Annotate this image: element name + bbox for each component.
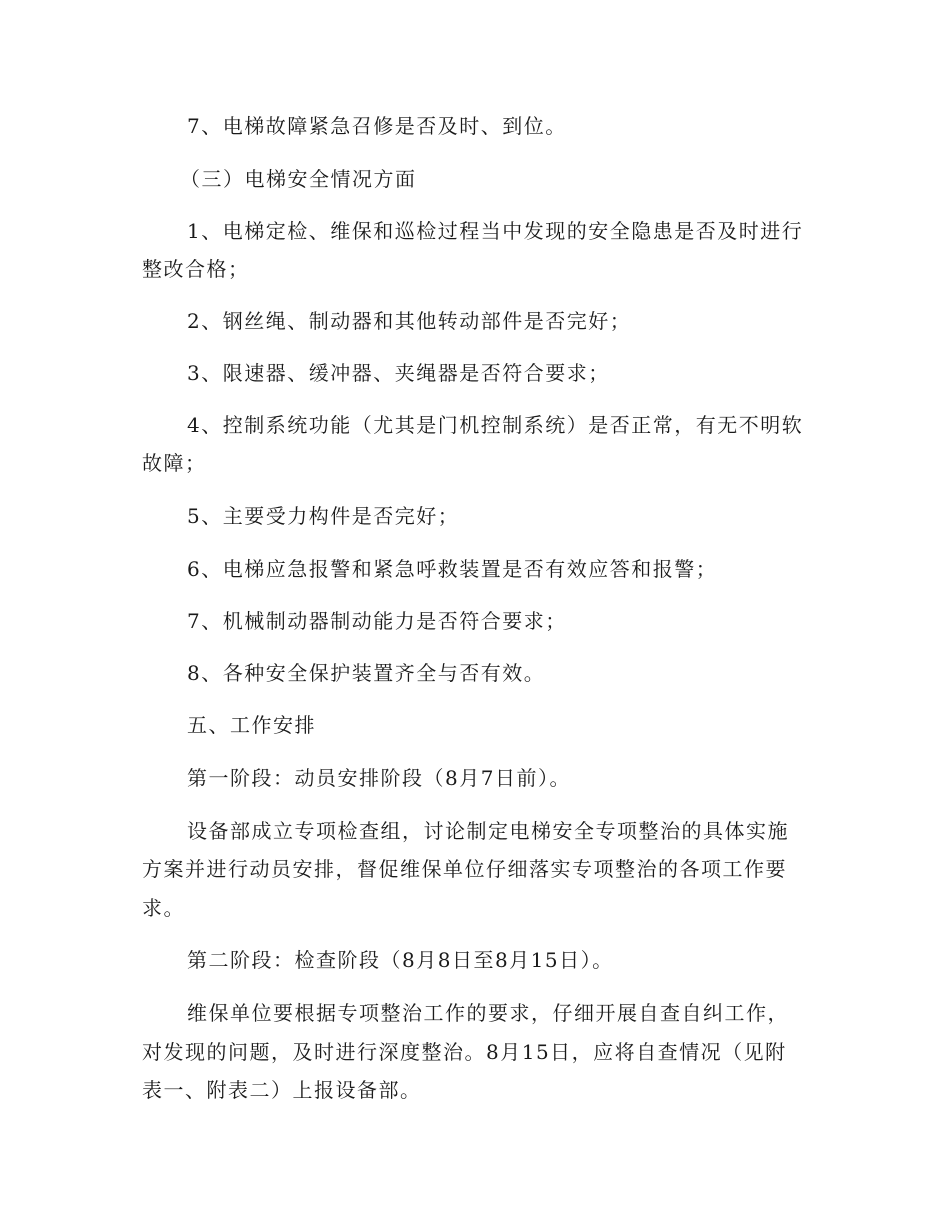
text-line-item5: 5、主要受力构件是否完好； [187,504,460,528]
text-line-phase2-body-2: 对发现的问题，及时进行深度整治。8月15日，应将自查情况（见附 [142,1040,787,1064]
section-heading-work-plan: 五、工作安排 [187,713,316,737]
text-line-item7-repair: 7、电梯故障紧急召修是否及时、到位。 [187,114,567,138]
text-line-item3: 3、限速器、缓冲器、夹绳器是否符合要求； [187,361,610,385]
text-line-item7-brake: 7、机械制动器制动能力是否符合要求； [187,609,567,633]
text-line-phase2-body-1: 维保单位要根据专项整治工作的要求，仔细开展自查自纠工作， [187,1001,789,1025]
text-line-item8: 8、各种安全保护装置齐全与否有效。 [187,661,546,685]
text-line-phase1-body-1: 设备部成立专项检查组，讨论制定电梯安全专项整治的具体实施 [187,819,789,843]
text-line-phase2-body-3: 表一、附表二）上报设备部。 [142,1078,422,1102]
text-line-phase1-body-3: 求。 [142,896,185,920]
text-line-item1-start: 1、电梯定检、维保和巡检过程当中发现的安全隐患是否及时进行 [187,219,804,243]
text-line-item2: 2、钢丝绳、制动器和其他转动部件是否完好； [187,309,632,333]
text-line-phase1-title: 第一阶段：动员安排阶段（8月7日前）。 [187,766,571,790]
section-heading-safety: （三）电梯安全情况方面 [180,167,417,191]
text-line-item6: 6、电梯应急报警和紧急呼救装置是否有效应答和报警； [187,557,718,581]
text-line-item4-start: 4、控制系统功能（尤其是门机控制系统）是否正常，有无不明软 [187,413,804,437]
text-line-item1-end: 整改合格； [142,257,250,281]
text-line-phase2-title: 第二阶段：检查阶段（8月8日至8月15日）。 [187,948,614,972]
text-line-phase1-body-2: 方案并进行动员安排，督促维保单位仔细落实专项整治的各项工作要 [142,857,787,881]
text-line-item4-end: 故障； [142,451,207,475]
